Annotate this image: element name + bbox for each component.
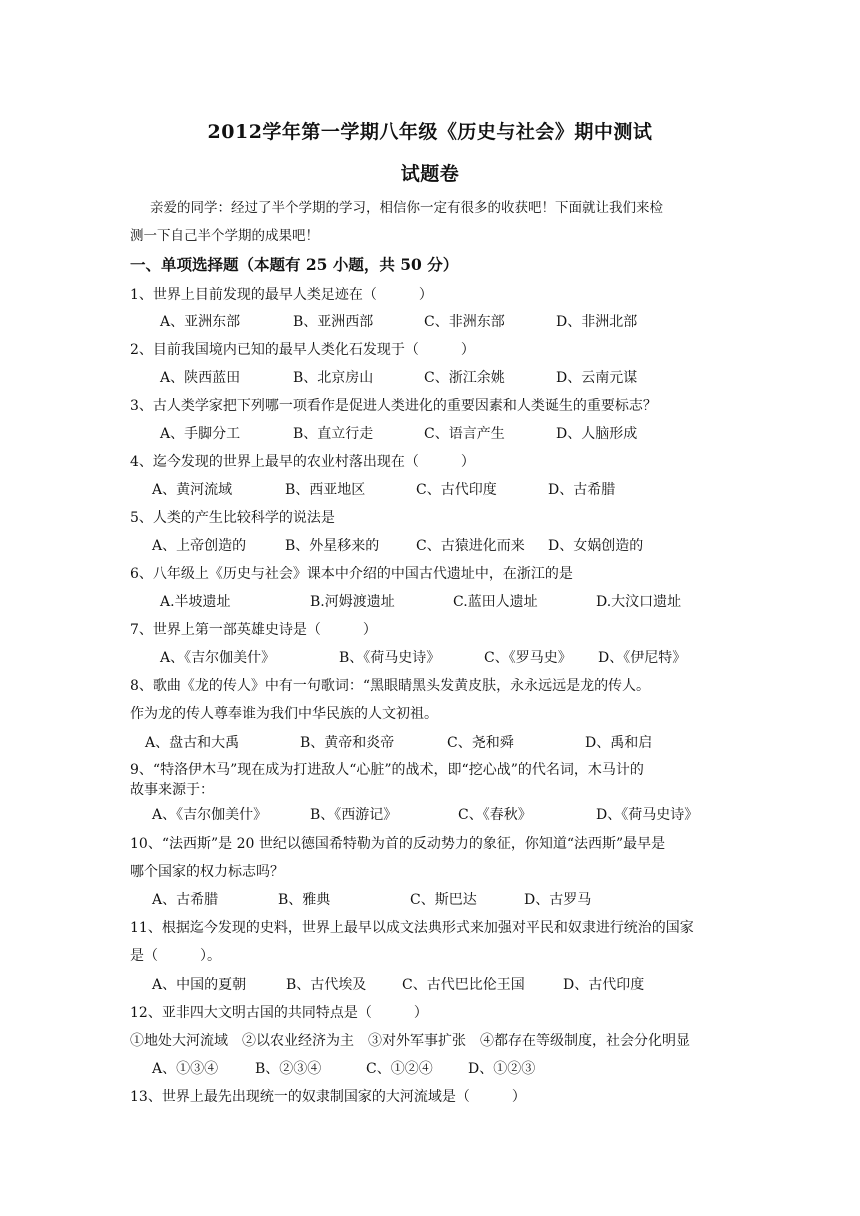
option-b: B、雅典 bbox=[278, 892, 331, 908]
option-c: C、语言产生 bbox=[424, 426, 505, 442]
question-stem: 4、迄今发现的世界上最早的农业村落出现在（ ） bbox=[130, 454, 475, 470]
question-stem: 5、人类的产生比较科学的说法是 bbox=[130, 510, 335, 526]
question-stem: 10、“法西斯”是 20 世纪以德国希特勒为首的反动势力的象征，你知道“法西斯”最早是 bbox=[130, 836, 666, 852]
option-c: C、《春秋》 bbox=[458, 807, 532, 823]
question-stem: 13、世界上最先出现统一的奴隶制国家的大河流域是（ ） bbox=[130, 1089, 526, 1105]
option-a: A、陕西蓝田 bbox=[160, 370, 241, 386]
option-c: C.蓝田人遗址 bbox=[453, 594, 538, 610]
option-d: D、古罗马 bbox=[524, 892, 592, 908]
option-b: B、直立行走 bbox=[293, 426, 374, 442]
question-stem: 7、世界上第一部英雄史诗是（ ） bbox=[130, 622, 377, 638]
option-a: A、手脚分工 bbox=[160, 426, 241, 442]
question-stem: 12、亚非四大文明古国的共同特点是（ ） bbox=[130, 1005, 428, 1021]
exam-title: 2012学年第一学期八年级《历史与社会》期中测试 bbox=[207, 121, 653, 143]
option-d: D.大汶口遗址 bbox=[596, 594, 682, 610]
option-a: A、①③④ bbox=[152, 1061, 219, 1077]
option-b: B、北京房山 bbox=[293, 370, 374, 386]
question-stem-continued: 作为龙的传人尊奉谁为我们中华民族的人文初祖。 bbox=[130, 706, 438, 722]
option-d: D、《伊尼特》 bbox=[598, 650, 687, 666]
option-c: C、斯巴达 bbox=[410, 892, 477, 908]
option-b: B、《荷马史诗》 bbox=[339, 650, 441, 666]
option-b: B、黄帝和炎帝 bbox=[300, 735, 395, 751]
option-a: A、盘古和大禹 bbox=[145, 735, 240, 751]
option-b: B、亚洲西部 bbox=[293, 314, 374, 330]
intro-line-1: 亲爱的同学：经过了半个学期的学习，相信你一定有很多的收获吧！下面就让我们来检 bbox=[150, 200, 663, 216]
question-statements: ①地处大河流域 ②以农业经济为主 ③对外军事扩张 ④都存在等级制度，社会分化明显 bbox=[130, 1033, 690, 1049]
question-stem: 6、八年级上《历史与社会》课本中介绍的中国古代遗址中，在浙江的是 bbox=[130, 566, 573, 582]
question-stem-continued: 故事来源于： bbox=[130, 782, 214, 798]
option-b: B.河姆渡遗址 bbox=[310, 594, 395, 610]
option-c: C、非洲东部 bbox=[424, 314, 505, 330]
option-b: B、外星移来的 bbox=[285, 538, 380, 554]
question-stem: 8、歌曲《龙的传人》中有一句歌词：“黑眼睛黑头发黄皮肤，永永远远是龙的传人。 bbox=[130, 678, 651, 694]
option-a: A、黄河流域 bbox=[152, 482, 233, 498]
question-stem: 1、世界上目前发现的最早人类足迹在（ ） bbox=[130, 287, 433, 303]
option-a: A.半坡遗址 bbox=[160, 594, 231, 610]
option-b: B、西亚地区 bbox=[285, 482, 366, 498]
option-d: D、云南元谋 bbox=[556, 370, 638, 386]
question-stem: 2、目前我国境内已知的最早人类化石发现于（ ） bbox=[130, 342, 475, 358]
option-b: B、古代埃及 bbox=[286, 977, 367, 993]
section-heading: 一、单项选择题（本题有 25 小题，共 50 分） bbox=[130, 255, 459, 274]
option-c: C、古代巴比伦王国 bbox=[402, 977, 525, 993]
option-c: C、《罗马史》 bbox=[484, 650, 572, 666]
question-stem-continued: 哪个国家的权力标志吗？ bbox=[130, 864, 284, 880]
question-stem-continued: 是（ ）。 bbox=[130, 948, 221, 964]
option-d: D、①②③ bbox=[468, 1061, 536, 1077]
option-d: D、非洲北部 bbox=[556, 314, 638, 330]
option-a: A、《吉尔伽美什》 bbox=[160, 650, 276, 666]
option-d: D、禹和启 bbox=[585, 735, 653, 751]
exam-subtitle: 试题卷 bbox=[400, 163, 460, 185]
option-c: C、古代印度 bbox=[416, 482, 497, 498]
option-a: A、中国的夏朝 bbox=[152, 977, 247, 993]
option-b: B、②③④ bbox=[255, 1061, 322, 1077]
question-stem: 9、“特洛伊木马”现在成为打进敌人“心脏”的战术，即“挖心战”的代名词，木马计的 bbox=[130, 762, 644, 778]
option-a: A、上帝创造的 bbox=[152, 538, 247, 554]
option-c: C、古猿进化而来 bbox=[416, 538, 525, 554]
option-c: C、①②④ bbox=[366, 1061, 433, 1077]
option-d: D、古代印度 bbox=[563, 977, 645, 993]
option-d: D、人脑形成 bbox=[556, 426, 638, 442]
option-d: D、古希腊 bbox=[548, 482, 616, 498]
option-d: D、《荷马史诗》 bbox=[596, 807, 699, 823]
option-a: A、古希腊 bbox=[152, 892, 219, 908]
option-a: A、亚洲东部 bbox=[160, 314, 241, 330]
question-stem: 11、根据迄今发现的史料，世界上最早以成文法典形式来加强对平民和奴隶进行统治的国家 bbox=[130, 920, 694, 936]
option-c: C、浙江余姚 bbox=[424, 370, 505, 386]
option-a: A、《吉尔伽美什》 bbox=[152, 807, 268, 823]
option-c: C、尧和舜 bbox=[447, 735, 514, 751]
question-stem: 3、古人类学家把下列哪一项看作是促进人类进化的重要因素和人类诞生的重要标志？ bbox=[130, 398, 657, 414]
option-d: D、女娲创造的 bbox=[548, 538, 644, 554]
option-b: B、《西游记》 bbox=[310, 807, 398, 823]
intro-line-2: 测一下自己半个学期的成果吧！ bbox=[130, 228, 319, 244]
